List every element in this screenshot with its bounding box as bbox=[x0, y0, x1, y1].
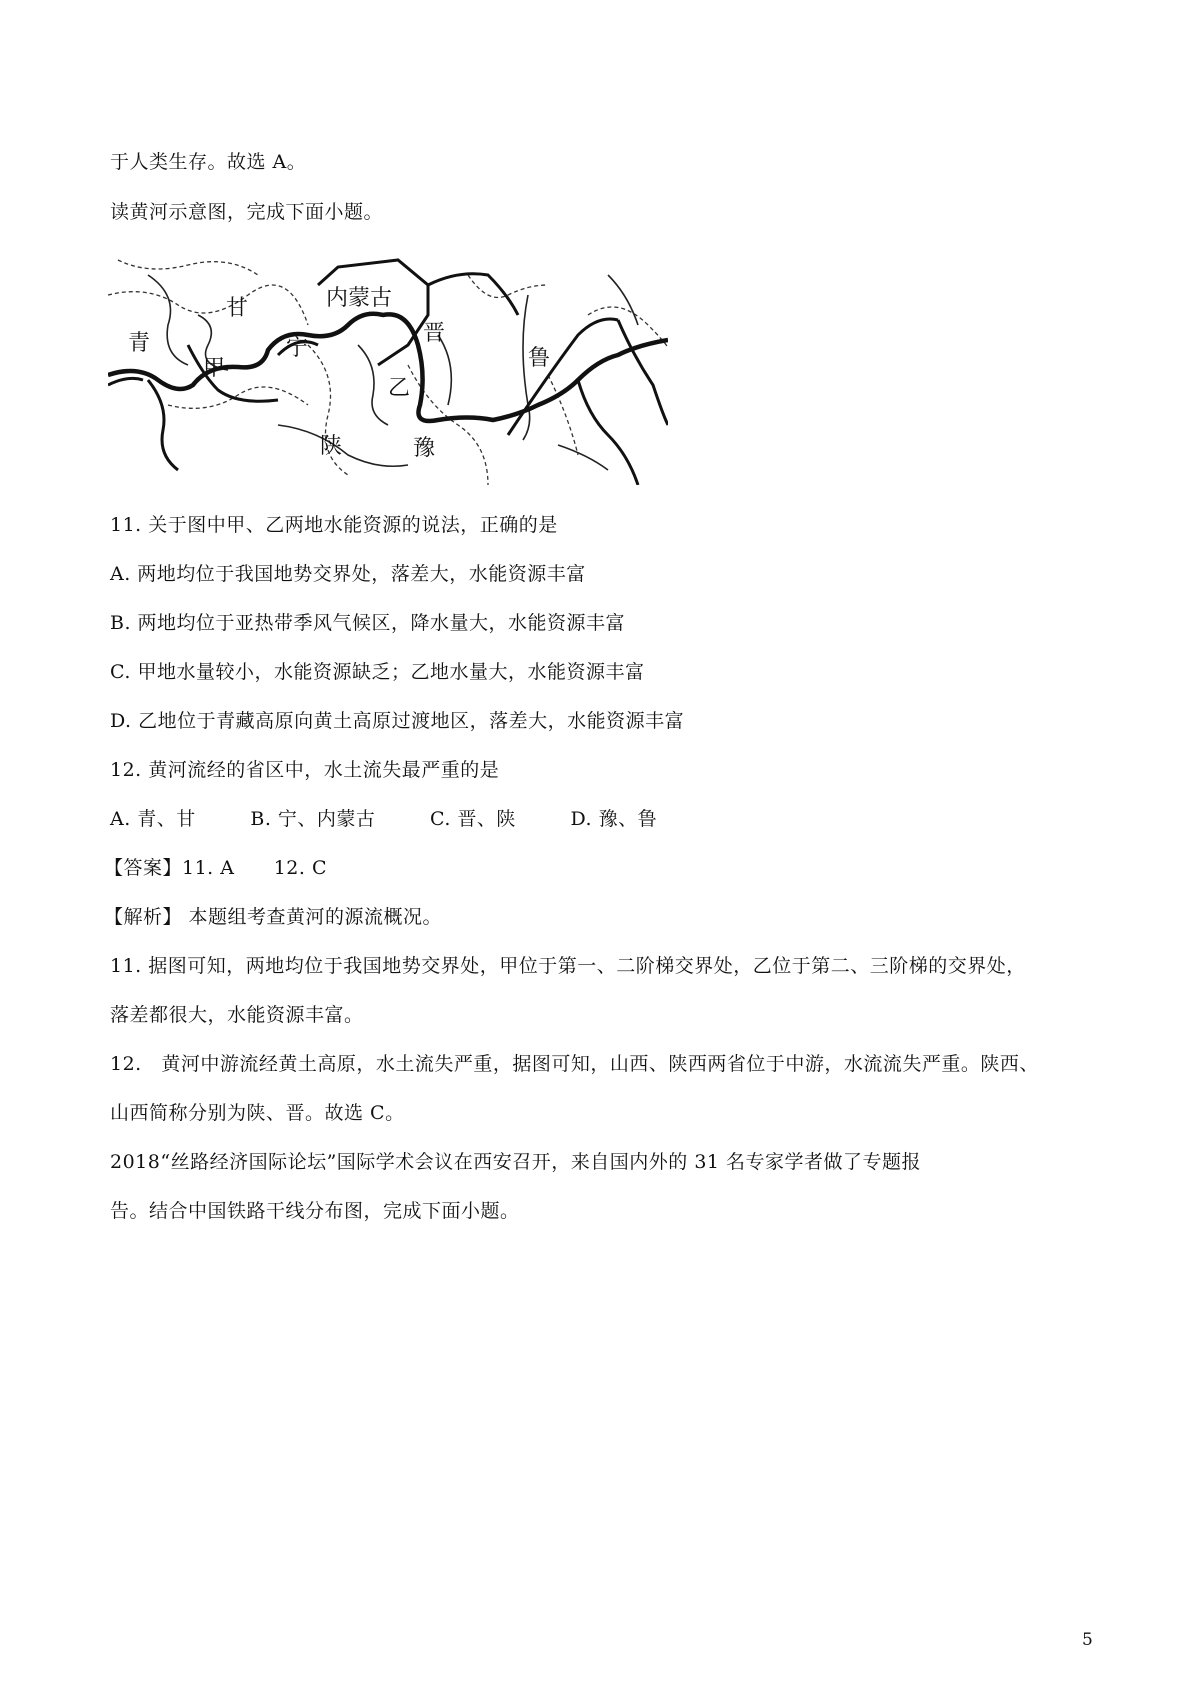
page-number: 5 bbox=[1082, 1630, 1093, 1650]
map-label-shan: 陕 bbox=[320, 434, 343, 459]
map-label-jia: 甲 bbox=[203, 356, 226, 381]
explanation-12-line2: 山西简称分别为陕、晋。故选 C。 bbox=[110, 1102, 405, 1124]
explanation-12-line1: 12. 黄河中游流经黄土高原，水土流失严重，据图可知，山西、陕西两省位于中游，水流流失严重。陕西、 bbox=[110, 1053, 1039, 1075]
q11-option-b: B. 两地均位于亚热带季风气候区，降水量大，水能资源丰富 bbox=[110, 612, 626, 634]
map-label-lu: 鲁 bbox=[528, 346, 551, 371]
map-label-jin: 晋 bbox=[423, 321, 446, 346]
answer-line: 【答案】11. A 12. C bbox=[104, 857, 328, 879]
river-branch bbox=[148, 380, 178, 470]
q11-option-c: C. 甲地水量较小，水能资源缺乏；乙地水量大，水能资源丰富 bbox=[110, 661, 645, 683]
next-intro-line1: 2018“丝路经济国际论坛”国际学术会议在西安召开，来自国内外的 31 名专家学者做了专题报 bbox=[110, 1151, 922, 1173]
question-12: 12. 黄河流经的省区中，水土流失最严重的是 bbox=[110, 759, 500, 781]
map-label-yi: 乙 bbox=[388, 376, 411, 401]
explanation-11-line1: 11. 据图可知，两地均位于我国地势交界处，甲位于第一、二阶梯交界处，乙位于第二、三阶梯的交界处， bbox=[110, 955, 1026, 977]
map-label-yu: 豫 bbox=[413, 436, 436, 461]
yellow-river-map bbox=[108, 255, 668, 485]
map-label-gan: 甘 bbox=[226, 296, 249, 321]
next-intro-line2: 告。结合中国铁路干线分布图，完成下面小题。 bbox=[110, 1200, 520, 1222]
question-11: 11. 关于图中甲、乙两地水能资源的说法，正确的是 bbox=[110, 514, 558, 536]
q12-option-b: B. 宁、内蒙古 bbox=[250, 808, 376, 830]
q12-options bbox=[110, 807, 705, 831]
q12-option-c: C. 晋、陕 bbox=[429, 808, 516, 830]
analysis-line: 【解析】 本题组考查黄河的源流概况。 bbox=[104, 906, 443, 928]
q12-option-d: D. 豫、鲁 bbox=[570, 808, 658, 830]
q11-option-d: D. 乙地位于青藏高原向黄土高原过渡地区，落差大，水能资源丰富 bbox=[110, 710, 685, 732]
text-line: 于人类生存。故选 A。 bbox=[110, 151, 307, 173]
map-intro: 读黄河示意图，完成下面小题。 bbox=[110, 201, 384, 223]
q11-option-a: A. 两地均位于我国地势交界处，落差大，水能资源丰富 bbox=[110, 563, 586, 585]
explanation-11-line2: 落差都很大，水能资源丰富。 bbox=[110, 1004, 364, 1026]
map-label-qing: 青 bbox=[128, 331, 151, 356]
map-label-neimenggu: 内蒙古 bbox=[326, 286, 393, 311]
q12-option-a: A. 青、甘 bbox=[110, 808, 196, 830]
map-label-ning: 宁 bbox=[286, 336, 309, 361]
